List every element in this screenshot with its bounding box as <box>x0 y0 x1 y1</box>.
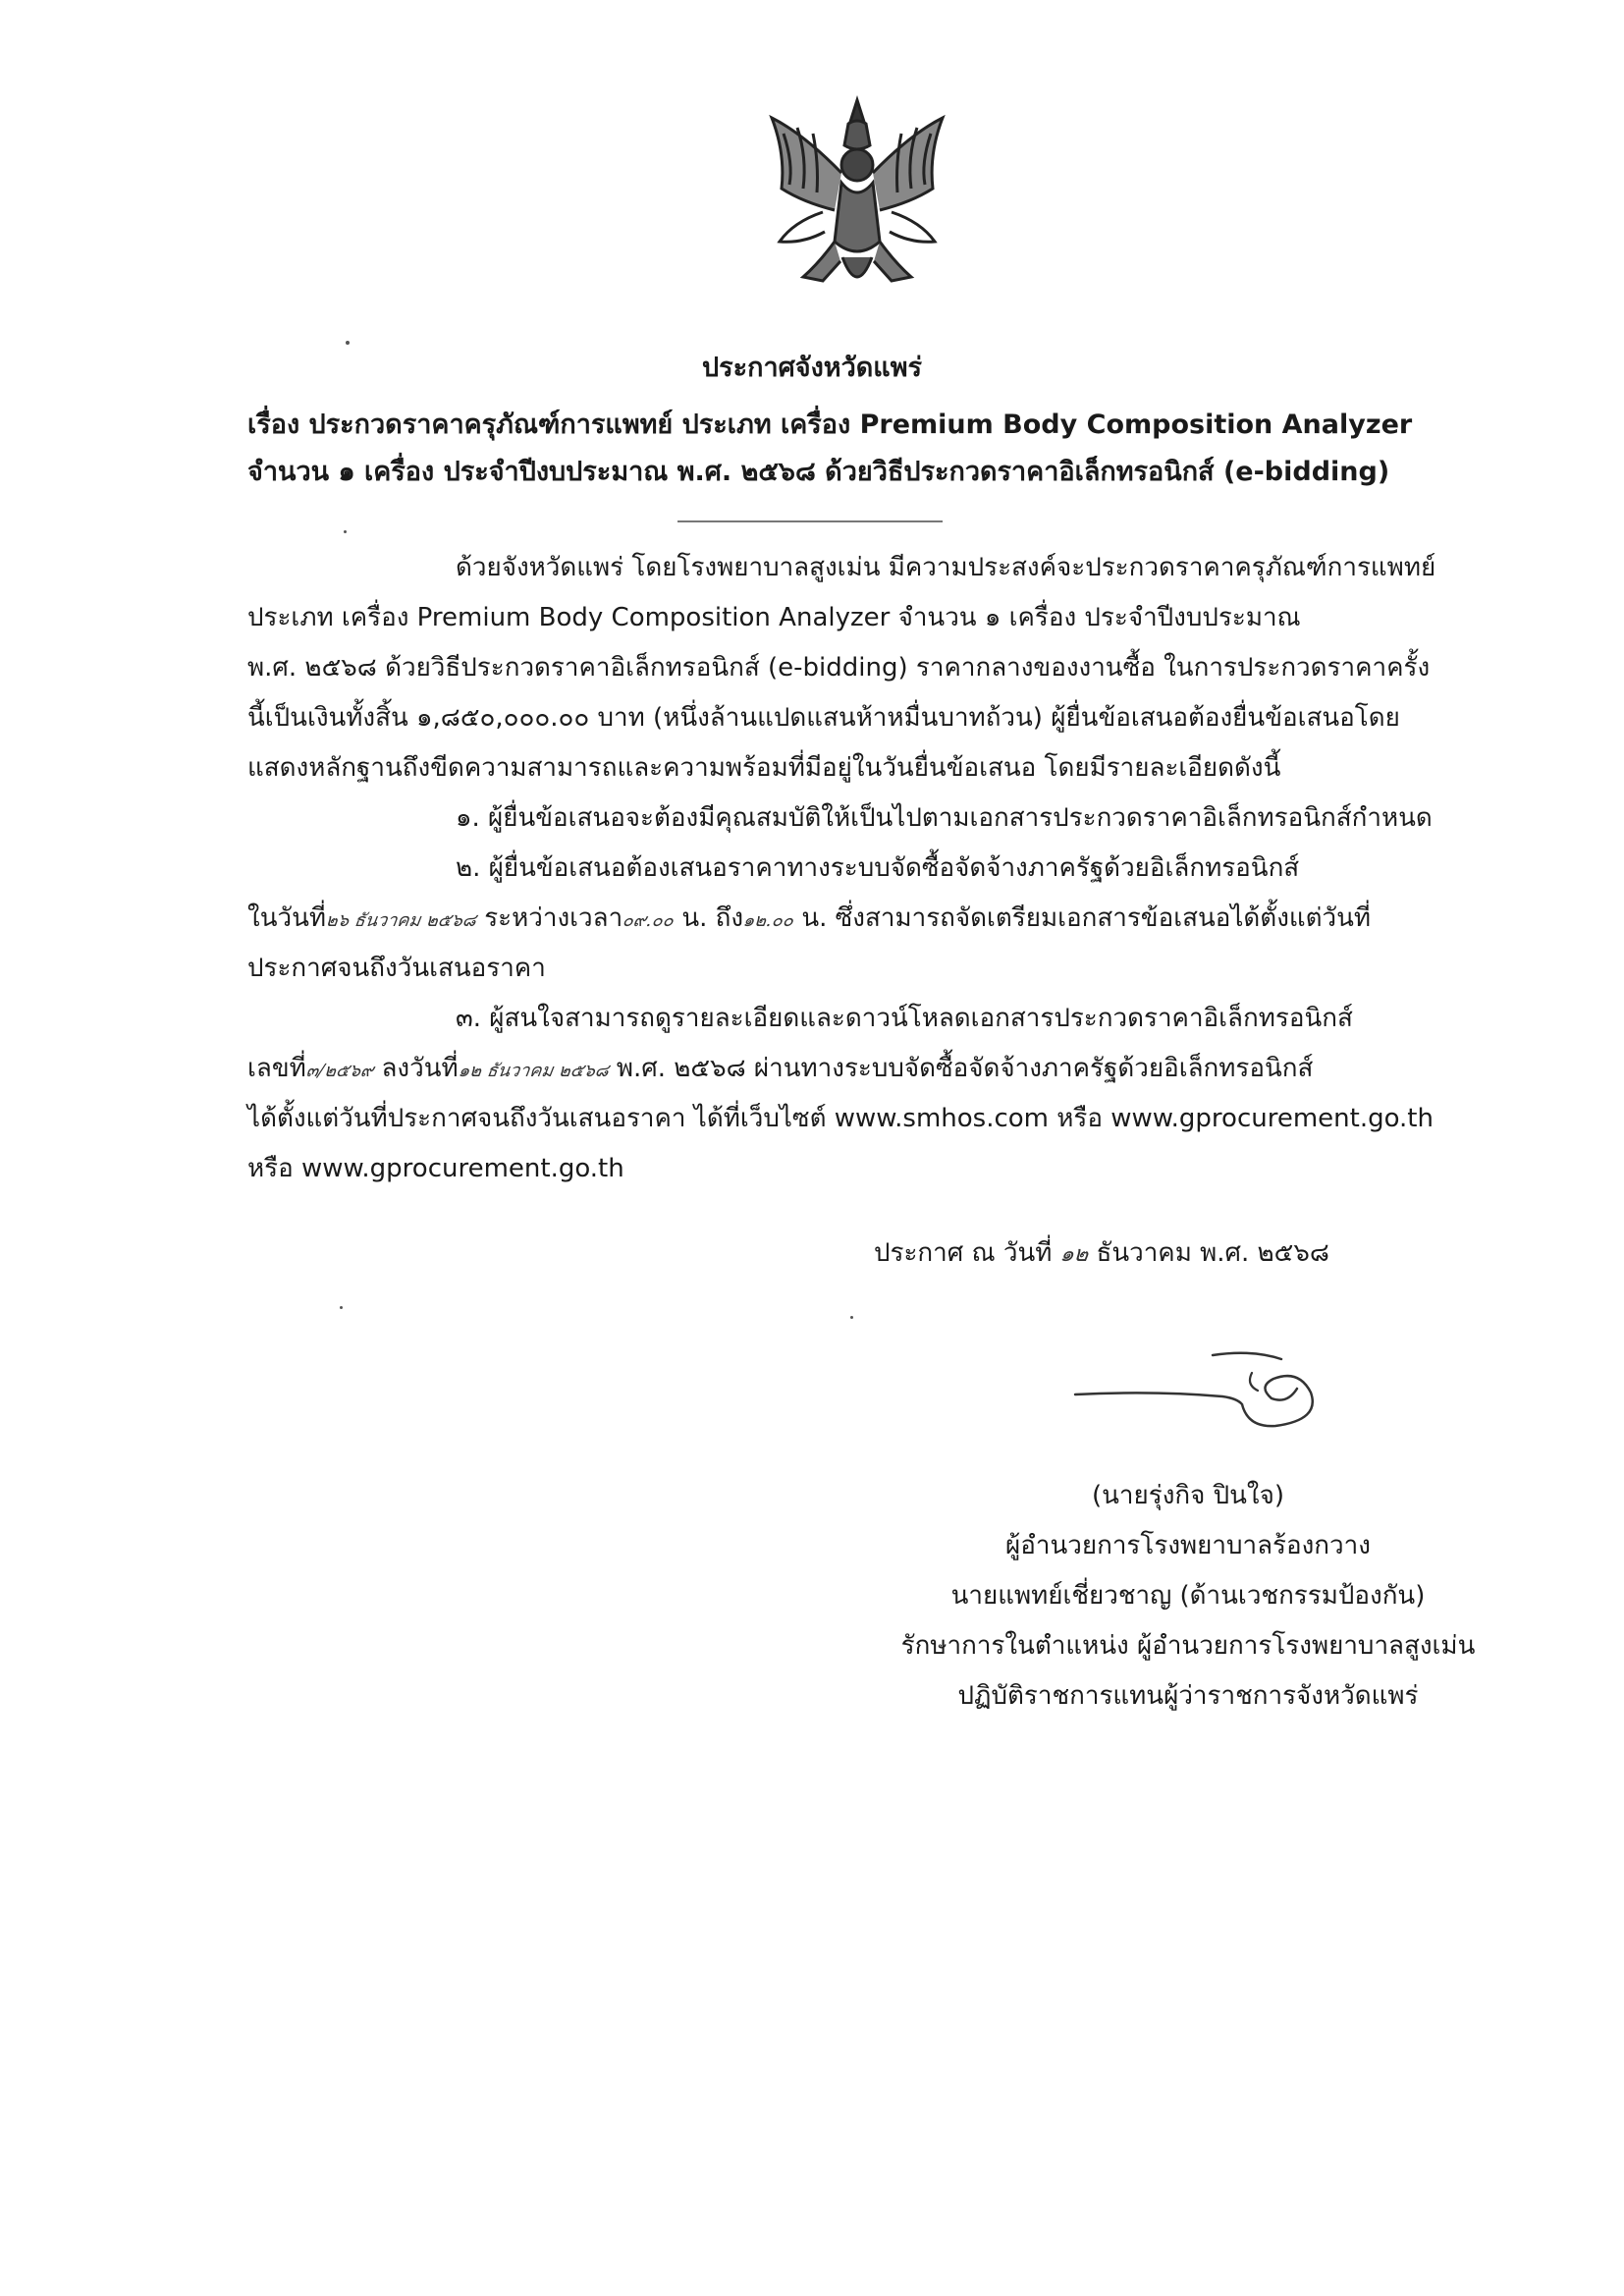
item-2-line-3: ประกาศจนถึงวันเสนอราคา <box>247 954 546 983</box>
intro-line-4: นี้เป็นเงินทั้งสิ้น ๑,๘๕๐,๐๐๐.๐๐ บาท (หนึ่งล้านแปดแสนห้าหมื่นบาทถ้วน) ผู้ยื่นข้อเสนอต้องยื่นข้อเสนอโดย <box>247 703 1400 733</box>
item-2-to-label: น. ถึง <box>681 903 744 933</box>
item-2-time-label: ระหว่างเวลา <box>484 903 623 933</box>
garuda-emblem <box>764 94 950 302</box>
announcement-date <box>874 1232 1329 1273</box>
signatory-position-3: รักษาการในตำแหน่ง ผู้อำนวยการโรงพยาบาลสูงเม่น <box>900 1631 1476 1661</box>
announce-suffix: ธันวาคม พ.ศ. ๒๕๖๘ <box>1096 1238 1329 1268</box>
scan-speck <box>340 1306 343 1309</box>
scan-speck <box>344 530 347 533</box>
document-title: ประกาศจังหวัดแพร่ <box>702 353 922 383</box>
item-2-on-date-label: ในวันที่ <box>247 903 326 933</box>
item-2-line-2 <box>247 898 1371 938</box>
signatory-position-1: ผู้อำนวยการโรงพยาบาลร้องกวาง <box>1005 1531 1371 1560</box>
title-divider <box>677 520 943 522</box>
intro-line-1: ด้วยจังหวัดแพร่ โดยโรงพยาบาลสูงเม่น มีความประสงค์จะประกวดราคาครุภัณฑ์การแพทย์ <box>456 553 1436 582</box>
announce-prefix: ประกาศ ณ วันที่ <box>874 1238 1053 1268</box>
item-2-tail: น. ซึ่งสามารถจัดเตรียมเอกสารข้อเสนอได้ตั้งแต่วันที่ <box>801 903 1372 933</box>
item-1: ๑. ผู้ยื่นข้อเสนอจะต้องมีคุณสมบัติให้เป็นไปตามเอกสารประกวดราคาอิเล็กทรอนิกส์กำหนด <box>456 803 1433 833</box>
item-3-line-1: ๓. ผู้สนใจสามารถดูรายละเอียดและดาวน์โหลดเอกสารประกวดราคาอิเล็กทรอนิกส์ <box>456 1004 1353 1033</box>
handwritten-start-time: ๐๙.๐๐ <box>621 910 676 931</box>
scan-speck <box>346 341 350 345</box>
item-3-number-label: เลขที่ <box>247 1054 306 1083</box>
item-3-dated-label: ลงวันที่ <box>381 1054 459 1083</box>
item-3-line-3: ได้ตั้งแต่วันที่ประกาศจนถึงวันเสนอราคา ได้ที่เว็บไซต์ www.smhos.com หรือ www.gprocurement.go.th <box>247 1104 1434 1133</box>
subject-line-2: จำนวน ๑ เครื่อง ประจำปีงบประมาณ พ.ศ. ๒๕๖๘ ด้วยวิธีประกวดราคาอิเล็กทรอนิกส์ (e-bidding) <box>247 457 1390 487</box>
handwritten-signature <box>1065 1345 1330 1434</box>
item-3-line-2 <box>247 1048 1313 1088</box>
item-2-line-1: ๒. ผู้ยื่นข้อเสนอต้องเสนอราคาทางระบบจัดซื้อจัดจ้างภาครัฐด้วยอิเล็กทรอนิกส์ <box>456 853 1300 883</box>
intro-line-5: แสดงหลักฐานถึงขีดความสามารถและความพร้อมที่มีอยู่ในวันยื่นข้อเสนอ โดยมีรายละเอียดดังนี้ <box>247 753 1281 783</box>
signatory-name: (นายรุ่งกิจ ปินใจ) <box>1091 1481 1284 1510</box>
signatory-position-2: นายแพทย์เชี่ยวชาญ (ด้านเวชกรรมป้องกัน) <box>950 1581 1426 1611</box>
handwritten-end-time: ๑๒.๐๐ <box>741 910 795 931</box>
intro-line-3: พ.ศ. ๒๕๖๘ ด้วยวิธีประกวดราคาอิเล็กทรอนิกส์ (e-bidding) ราคากลางของงานซื้อ ในการประกวดราคาครั้ง <box>247 653 1431 683</box>
item-3-line-4: หรือ www.gprocurement.go.th <box>247 1154 624 1183</box>
scan-speck <box>850 1316 853 1319</box>
handwritten-doc-number: ๓/๒๕๖๙ <box>304 1061 375 1081</box>
item-3-tail: พ.ศ. ๒๕๖๘ ผ่านทางระบบจัดซื้อจัดจ้างภาครัฐด้วยอิเล็กทรอนิกส์ <box>616 1054 1314 1083</box>
handwritten-bid-date: ๒๖ ธันวาคม ๒๕๖๘ <box>324 910 478 931</box>
subject-line-1: เรื่อง ประกวดราคาครุภัณฑ์การแพทย์ ประเภท เครื่อง Premium Body Composition Analyzer <box>247 410 1413 440</box>
handwritten-day: ๑๒ <box>1057 1242 1090 1267</box>
intro-line-2: ประเภท เครื่อง Premium Body Composition Analyzer จำนวน ๑ เครื่อง ประจำปีงบประมาณ <box>247 603 1301 632</box>
signatory-position-4: ปฏิบัติราชการแทนผู้ว่าราชการจังหวัดแพร่ <box>957 1681 1419 1711</box>
handwritten-doc-date: ๑๒ ธันวาคม ๒๕๖๘ <box>456 1061 610 1081</box>
